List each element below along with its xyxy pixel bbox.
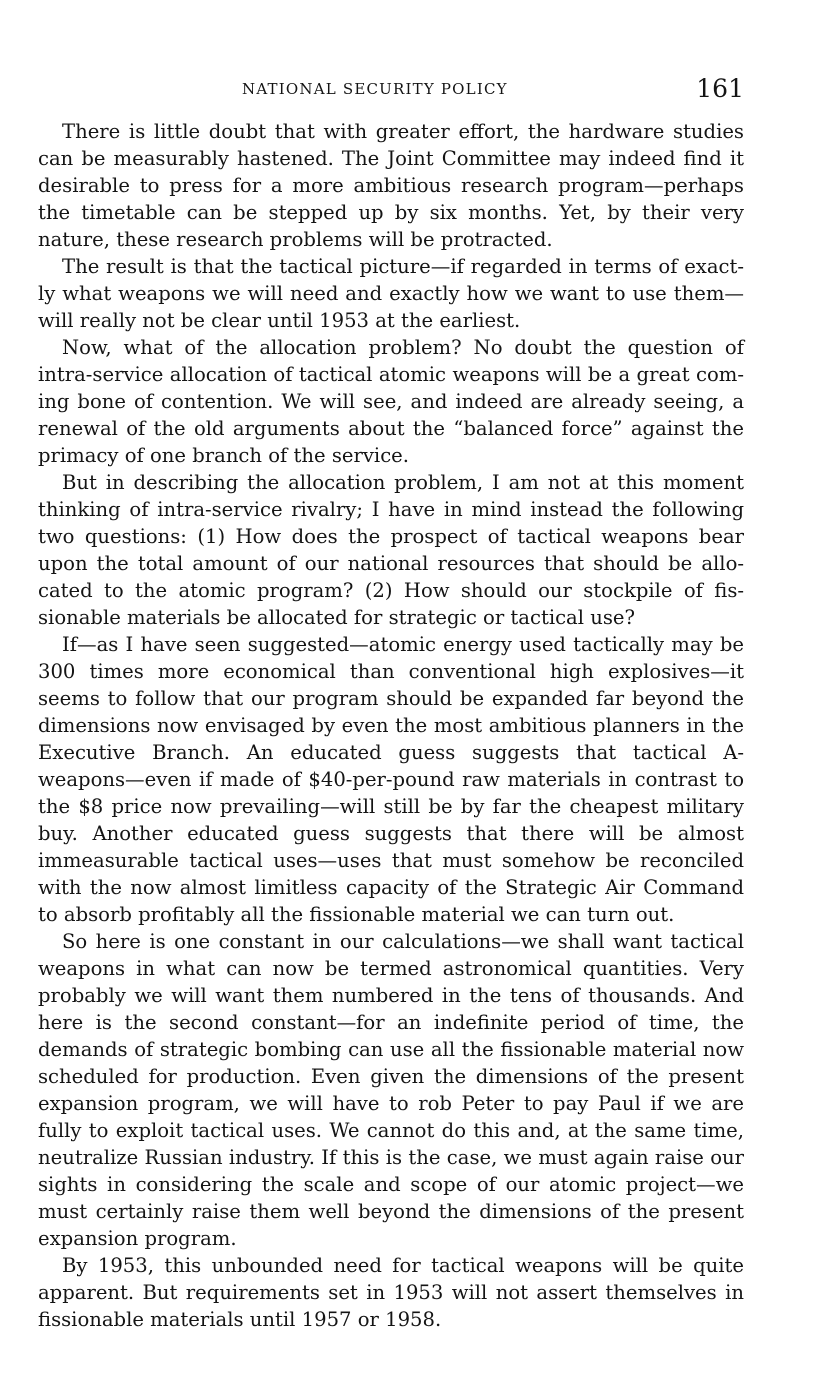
body-text [38, 118, 744, 1333]
paragraph-economical-energy: If—as I have seen suggested—atomic energy used tactically may be 300 times more economical than conventional high explosives—it seems to follow that our program should be expanded far beyond the dimensions now envisaged by even the most ambitious planners in the Executive Branch. An educated guess suggests that tactical A-weapons—even if made of $40-per-pound raw materials in contrast to the $8 price now prevailing—will still be by far the cheapest military buy. Another educated guess suggests that there will be almost immeasurable tactical uses—uses that must somehow be reconciled with the now almost limitless capacity of the Strategic Air Command to absorb profitably all the fissionable material we can turn out. [38, 633, 744, 926]
running-header [38, 74, 744, 108]
paragraph-tactical-picture: The result is that the tactical picture—if regarded in terms of exactly what weapons we will need and exactly how we want to use them—will really not be clear until 1953 at the earliest. [38, 255, 744, 332]
running-title: NATIONAL SECURITY POLICY [242, 80, 508, 98]
paragraph-by-1953: By 1953, this unbounded need for tactical weapons will be quite apparent. But requirements set in 1953 will not assert themselves in fissionable materials until 1957 or 1958. [38, 1254, 744, 1331]
paragraph-constants: So here is one constant in our calculations—we shall want tactical weapons in what can now be termed astronomical quantities. Very probably we will want them numbered in the tens of thousands. And here is the second constant—for an indefinite period of time, the demands of strategic bombing can use all the fissionable material now scheduled for production. Even given the dimensions of the present expansion program, we will have to rob Peter to pay Paul if we are fully to exploit tactical uses. We cannot do this and, at the same time, neutralize Russian industry. If this is the case, we must again raise our sights in considering the scale and scope of our atomic project—we must certainly raise them well beyond the dimensions of the present expansion program. [38, 930, 744, 1250]
paragraph-hardware-studies: There is little doubt that with greater effort, the hardware studies can be measurably hastened. The Joint Committee may indeed find it desirable to press for a more ambitious research program—perhaps the timetable can be stepped up by six months. Yet, by their very nature, these research problems will be protracted. [38, 120, 744, 251]
paragraph-two-questions: But in describing the allocation problem, I am not at this moment thinking of intra-service rivalry; I have in mind instead the following two questions: (1) How does the prospect of tactical weapons bear upon the total amount of our national resources that should be allocated to the atomic program? (2) How should our stockpile of fissionable materials be allocated for strategic or tactical use? [38, 471, 744, 629]
paragraph-allocation-problem: Now, what of the allocation problem? No doubt the question of intra-service allocation of tactical atomic weapons will be a great coming bone of contention. We will see, and indeed are already seeing, a renewal of the old arguments about the “balanced force” against the primacy of one branch of the service. [38, 336, 744, 467]
page-number: 161 [696, 74, 744, 103]
